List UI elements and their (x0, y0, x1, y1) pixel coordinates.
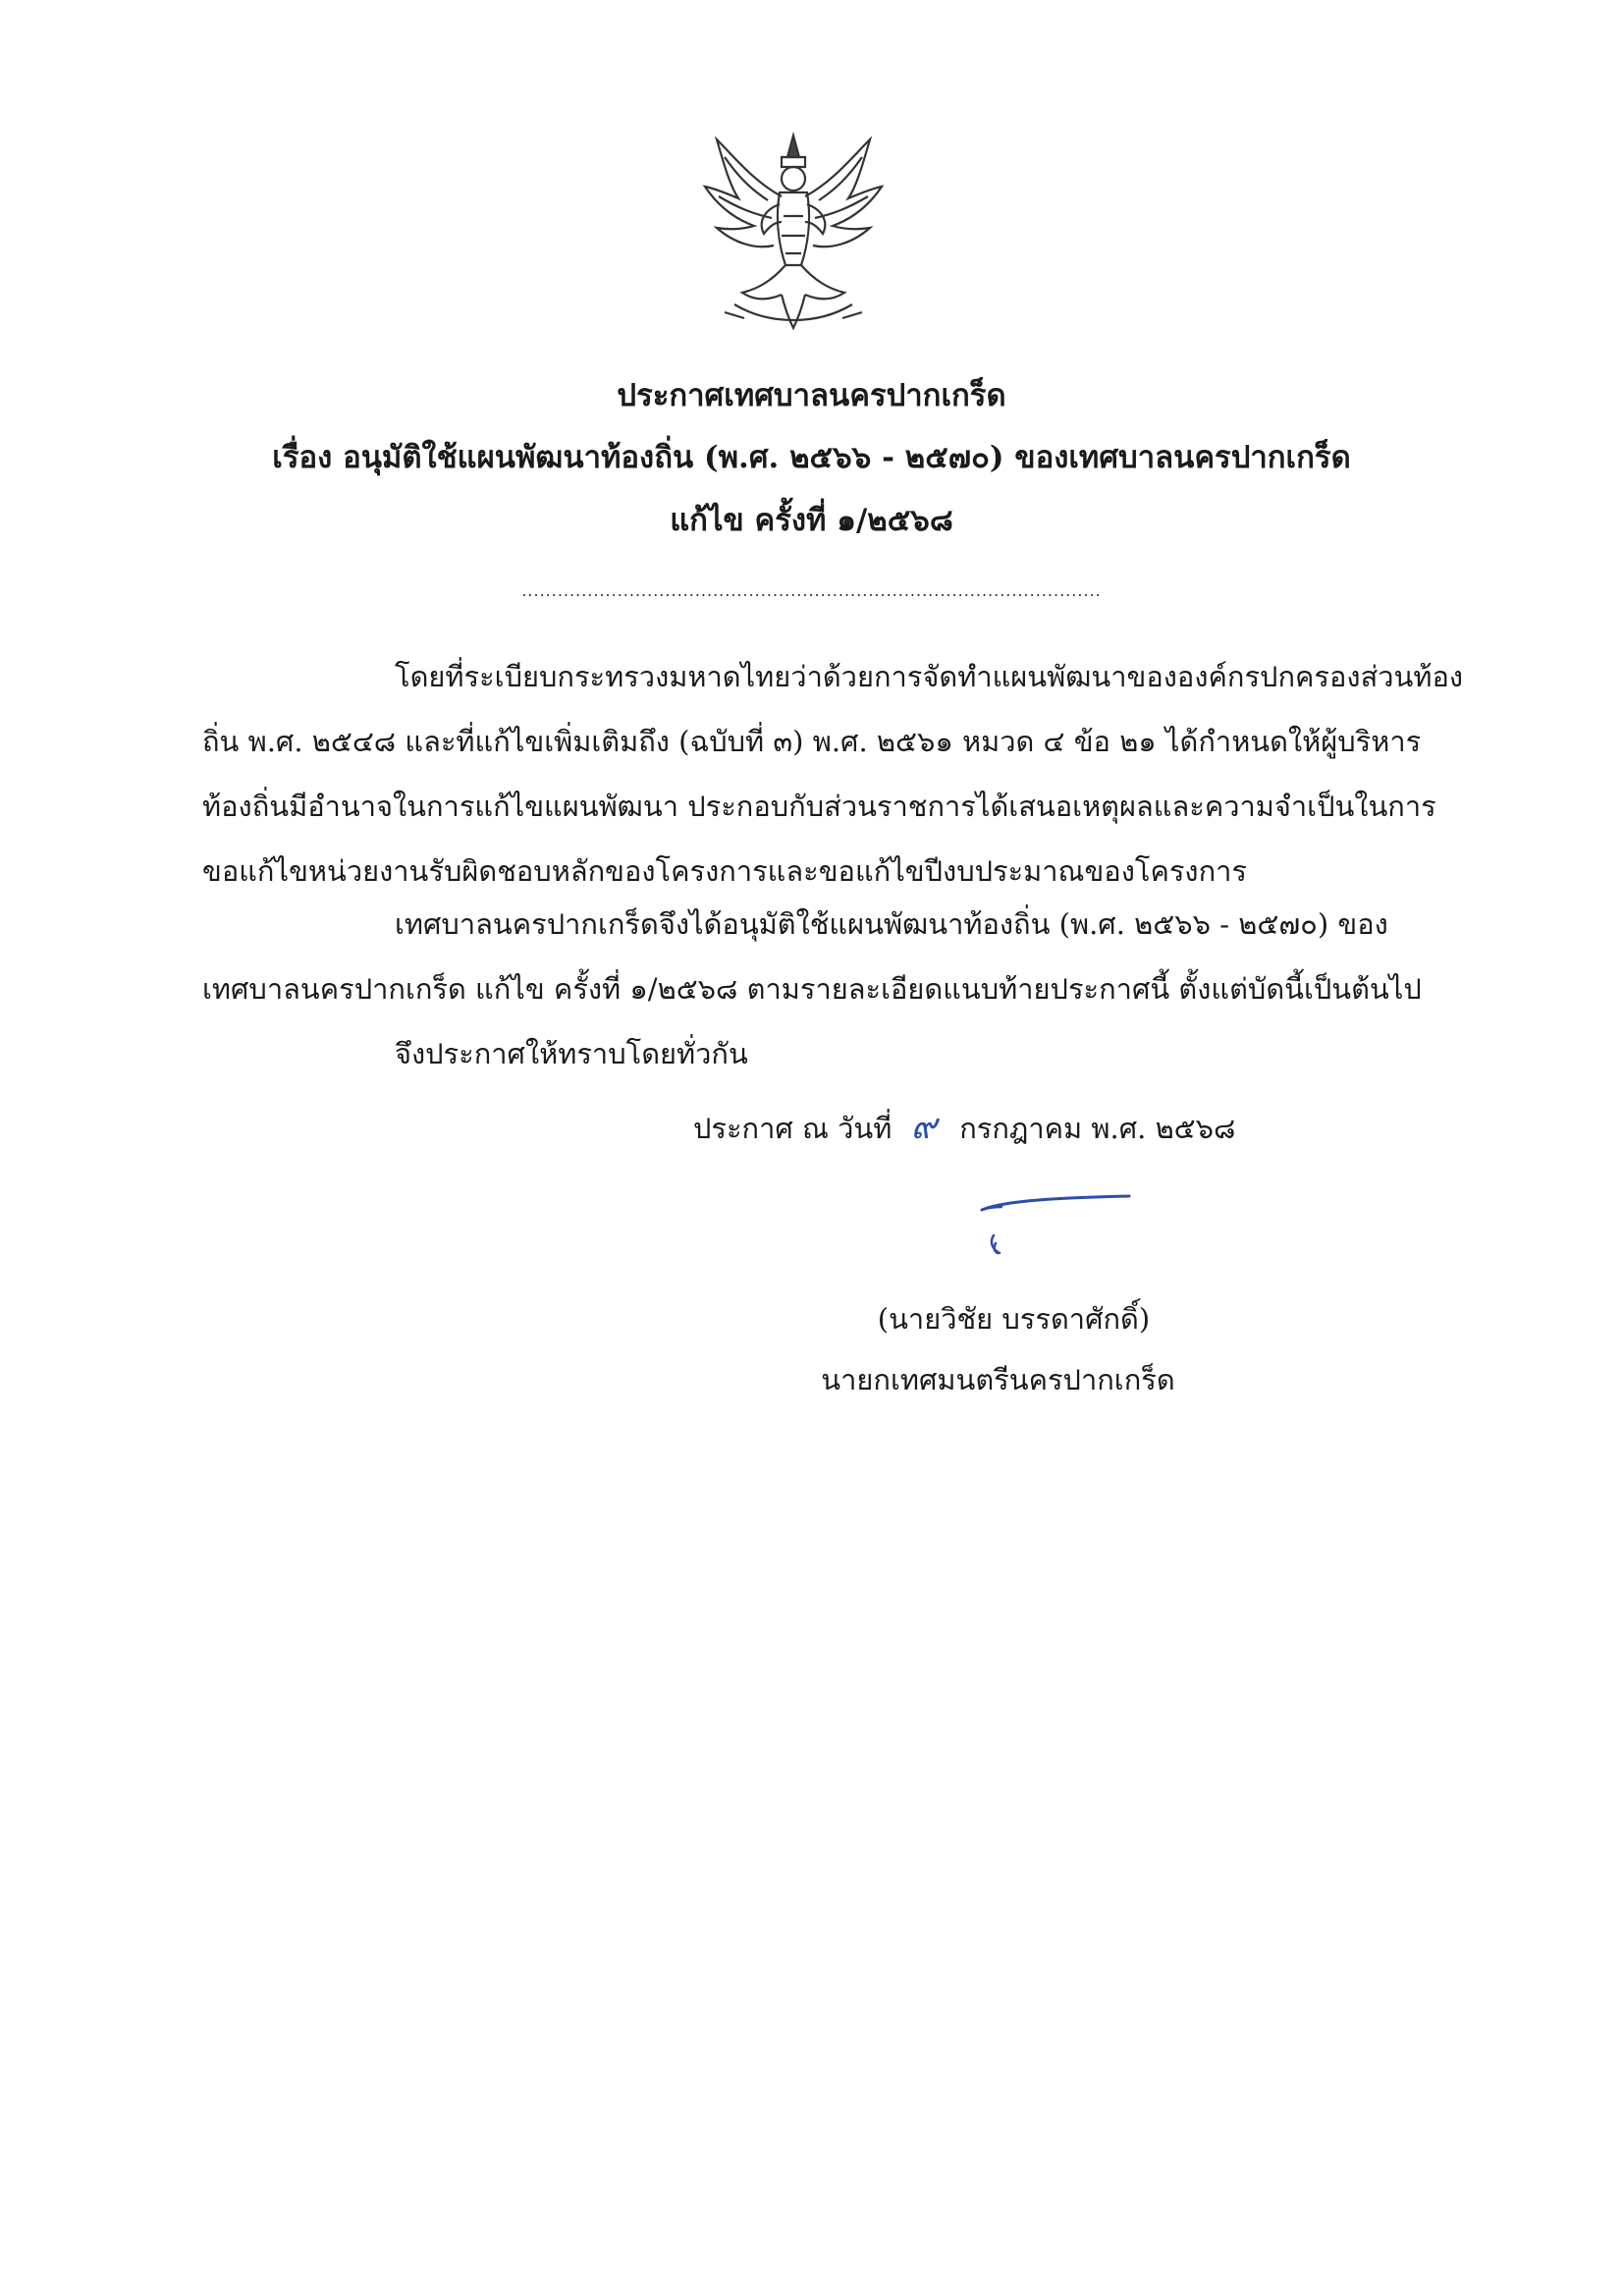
announcement-subject: เรื่อง อนุมัติใช้แผนพัฒนาท้องถิ่น (พ.ศ. ๒๕๖๖ - ๒๕๗๐) ของเทศบาลนครปากเกร็ด (272, 440, 1351, 475)
body-paragraph-3: จึงประกาศให้ทราบโดยทั่วกัน (395, 1037, 748, 1070)
handwritten-signature-icon (972, 1188, 1149, 1267)
announcement-title: ประกาศเทศบาลนครปากเกร็ด (617, 378, 1006, 413)
announcement-date (693, 1095, 1235, 1161)
signer-name: (นายวิชัย บรรดาศักดิ์) (877, 1302, 1151, 1336)
garuda-emblem-icon (695, 128, 892, 334)
body-paragraph-2: เทศบาลนครปากเกร็ดจึงได้อนุมัติใช้แผนพัฒนาท้องถิ่น (พ.ศ. ๒๕๖๖ - ๒๕๗๐) ของเทศบาลนครปากเกร็ด แก้ไข ครั้งที่ ๑/๒๕๖๘ ตามรายละเอียดแนบท้ายประกาศนี้ ตั้งแต่บัดนี้เป็นต้นไป (202, 907, 1422, 1006)
date-prefix: ประกาศ ณ วันที่ (693, 1112, 893, 1145)
body-paragraph-1: โดยที่ระเบียบกระทรวงมหาดไทยว่าด้วยการจัดทำแผนพัฒนาขององค์กรปกครองส่วนท้องถิ่น พ.ศ. ๒๕๔๘ และที่แก้ไขเพิ่มเติมถึง (ฉบับที่ ๓) พ.ศ. ๒๕๖๑ หมวด ๔ ข้อ ๒๑ ได้กำหนดให้ผู้บริหารท้องถิ่นมีอำนาจในการแก้ไขแผนพัฒนา ประกอบกับส่วนราชการได้เสนอเหตุผลและความจำเป็นในการขอแก้ไขหน่วยงานรับผิดชอบหลักของโครงการและขอแก้ไขปีงบประมาณของโครงการ (202, 660, 1464, 888)
title-divider: ................................................................................................. (521, 581, 1102, 600)
signer-position: นายกเทศมนตรีนครปากเกร็ด (821, 1363, 1175, 1396)
date-day: ๙ (910, 1107, 937, 1147)
date-month-year: กรกฎาคม พ.ศ. ๒๕๖๘ (959, 1112, 1236, 1145)
announcement-revision: แก้ไข ครั้งที่ ๑/๒๕๖๘ (670, 503, 953, 538)
